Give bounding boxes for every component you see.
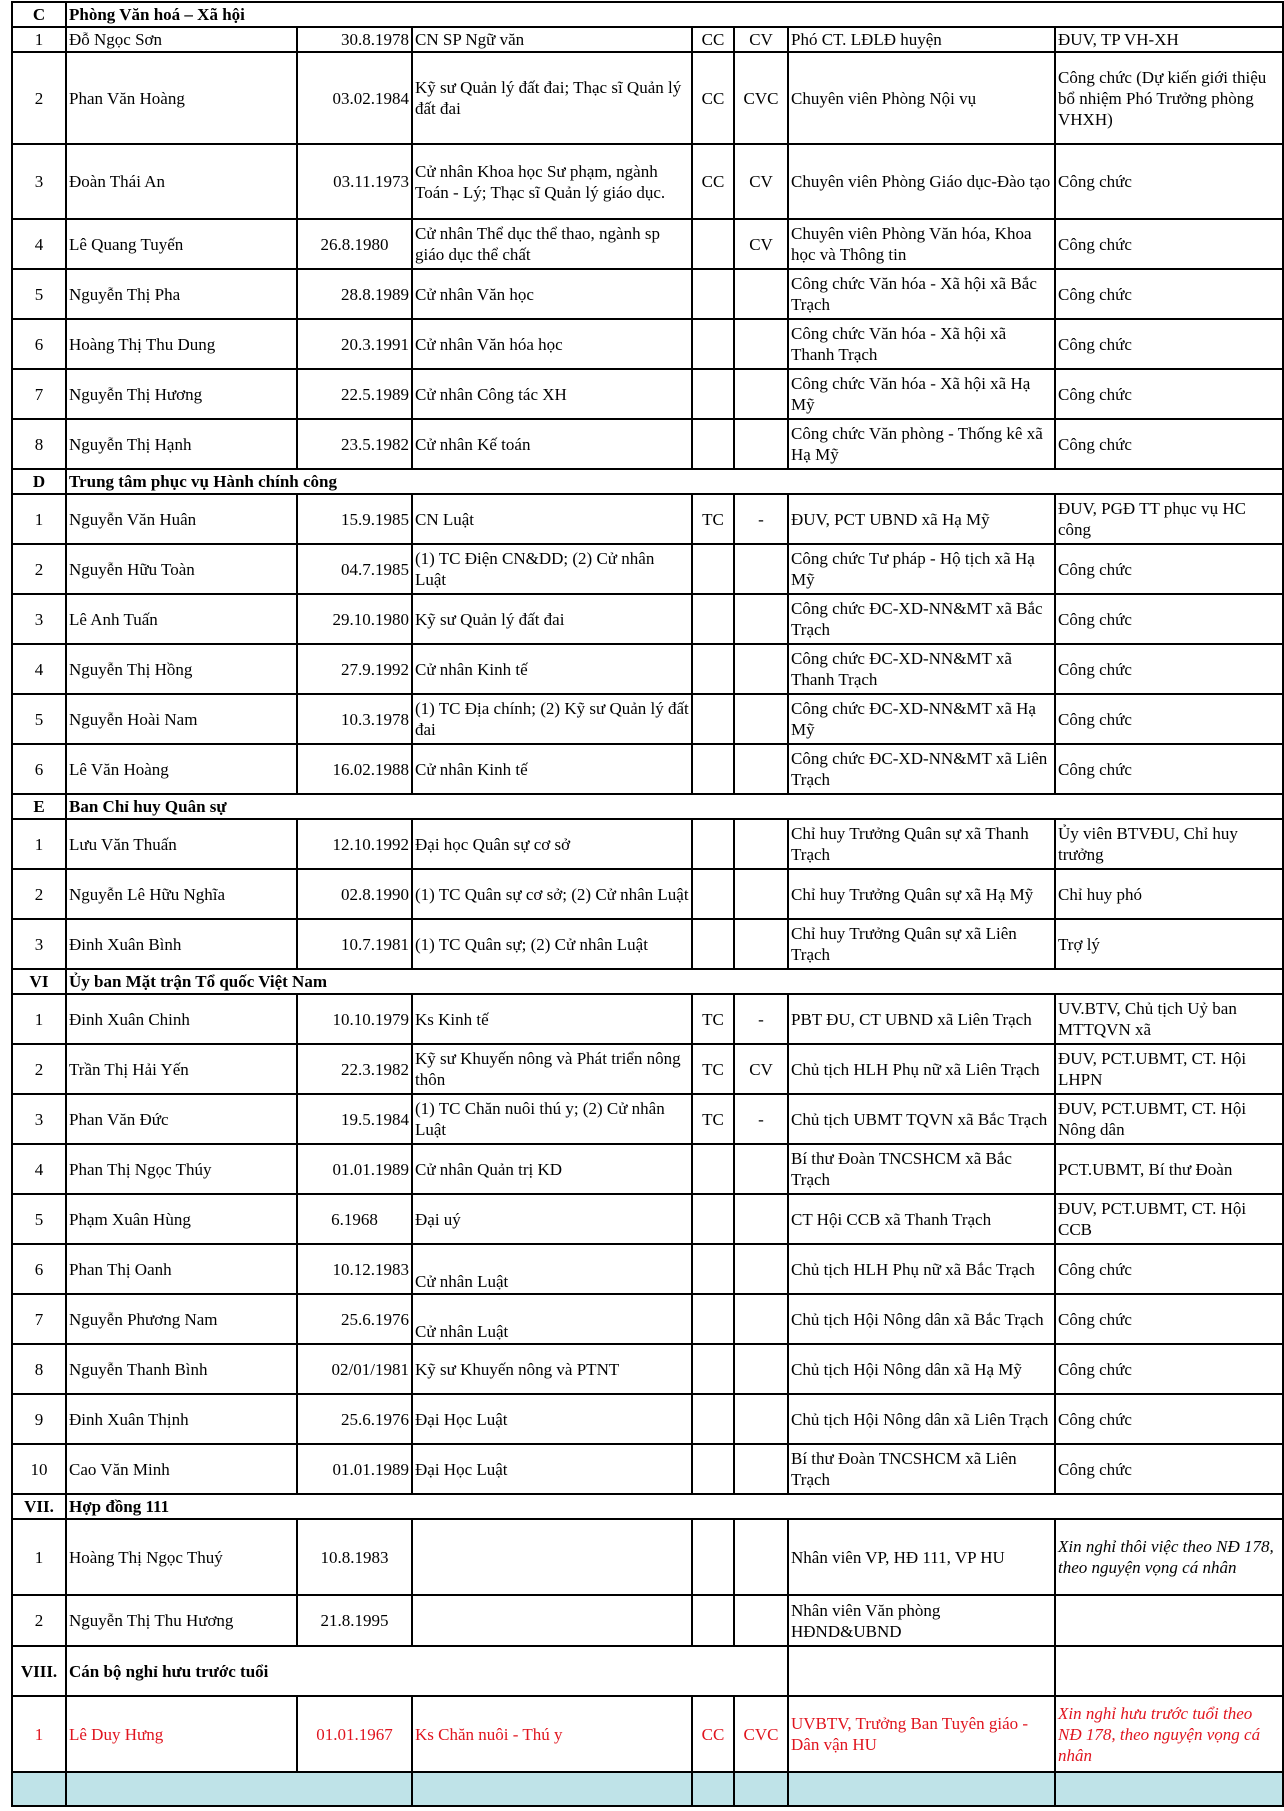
row-rank bbox=[692, 319, 734, 369]
row-position: Chỉ huy Trưởng Quân sự xã Liên Trạch bbox=[788, 919, 1055, 969]
row-stt: 1 bbox=[12, 994, 66, 1044]
row-stt: 1 bbox=[12, 1519, 66, 1595]
row-rank bbox=[692, 1444, 734, 1494]
row-dob: 21.8.1995 bbox=[297, 1595, 412, 1646]
section-code: VI bbox=[12, 969, 66, 994]
row-note: Công chức bbox=[1055, 694, 1283, 744]
table-row bbox=[12, 1294, 1283, 1344]
row-name: Phạm Xuân Hùng bbox=[66, 1194, 297, 1244]
section-title: Hợp đồng 111 bbox=[66, 1494, 1283, 1519]
row-grade: CV bbox=[734, 219, 788, 269]
row-dob: 03.02.1984 bbox=[297, 52, 412, 144]
row-rank bbox=[692, 644, 734, 694]
row-position: Công chức ĐC-XD-NN&MT xã Hạ Mỹ bbox=[788, 694, 1055, 744]
row-name: Hoàng Thị Thu Dung bbox=[66, 319, 297, 369]
row-grade bbox=[734, 1144, 788, 1194]
row-stt: 2 bbox=[12, 1595, 66, 1646]
row-degree bbox=[412, 1595, 692, 1646]
section-title: Ủy ban Mặt trận Tổ quốc Việt Nam bbox=[66, 969, 1283, 994]
row-dob: 22.3.1982 bbox=[297, 1044, 412, 1094]
row-position: CT Hội CCB xã Thanh Trạch bbox=[788, 1194, 1055, 1244]
row-dob: 25.6.1976 bbox=[297, 1294, 412, 1344]
row-name: Lê Quang Tuyến bbox=[66, 219, 297, 269]
row-rank: TC bbox=[692, 994, 734, 1044]
row-dob: 03.11.1973 bbox=[297, 144, 412, 219]
table-row bbox=[12, 1696, 1283, 1772]
row-rank bbox=[692, 544, 734, 594]
row-degree: Đại uý bbox=[412, 1194, 692, 1244]
row-stt: 2 bbox=[12, 869, 66, 919]
row-grade: - bbox=[734, 494, 788, 544]
row-name: Đinh Xuân Chinh bbox=[66, 994, 297, 1044]
row-grade: CVC bbox=[734, 52, 788, 144]
row-dob: 16.02.1988 bbox=[297, 744, 412, 794]
row-degree: Đại Học Luật bbox=[412, 1444, 692, 1494]
row-dob: 28.8.1989 bbox=[297, 269, 412, 319]
row-grade bbox=[734, 744, 788, 794]
row-name: Nguyễn Lê Hữu Nghĩa bbox=[66, 869, 297, 919]
row-position: UVBTV, Trưởng Ban Tuyên giáo - Dân vận HU bbox=[788, 1696, 1055, 1772]
section-header-vi bbox=[12, 969, 1283, 994]
row-rank bbox=[692, 419, 734, 469]
row-note: ĐUV, PCT.UBMT, CT. Hội Nông dân bbox=[1055, 1094, 1283, 1144]
row-grade: - bbox=[734, 1094, 788, 1144]
section-title: Trung tâm phục vụ Hành chính công bbox=[66, 469, 1283, 494]
row-name: Nguyễn Hoài Nam bbox=[66, 694, 297, 744]
row-name: Nguyễn Phương Nam bbox=[66, 1294, 297, 1344]
row-note: Công chức (Dự kiến giới thiệu bổ nhiệm Phó Trưởng phòng VHXH) bbox=[1055, 52, 1283, 144]
row-stt: 2 bbox=[12, 1044, 66, 1094]
table-row bbox=[12, 1595, 1283, 1646]
row-degree: Kỹ sư Quản lý đất đai bbox=[412, 594, 692, 644]
row-degree: Cử nhân Văn hóa học bbox=[412, 319, 692, 369]
row-name: Nguyễn Thị Hạnh bbox=[66, 419, 297, 469]
row-stt: 4 bbox=[12, 219, 66, 269]
row-name: Nguyễn Văn Huân bbox=[66, 494, 297, 544]
row-dob: 02/01/1981 bbox=[297, 1344, 412, 1394]
row-position: Công chức Tư pháp - Hộ tịch xã Hạ Mỹ bbox=[788, 544, 1055, 594]
row-position: Công chức ĐC-XD-NN&MT xã Thanh Trạch bbox=[788, 644, 1055, 694]
row-note: Công chức bbox=[1055, 744, 1283, 794]
table-row bbox=[12, 1194, 1283, 1244]
row-stt: 6 bbox=[12, 1244, 66, 1294]
row-stt: 8 bbox=[12, 419, 66, 469]
row-note: Công chức bbox=[1055, 369, 1283, 419]
table-row bbox=[12, 52, 1283, 144]
section-header-d bbox=[12, 469, 1283, 494]
row-grade: - bbox=[734, 994, 788, 1044]
row-note: Công chức bbox=[1055, 1394, 1283, 1444]
row-name: Lê Văn Hoàng bbox=[66, 744, 297, 794]
section-code: VII. bbox=[12, 1494, 66, 1519]
row-name: Nguyễn Thanh Bình bbox=[66, 1344, 297, 1394]
row-degree bbox=[412, 1519, 692, 1595]
table-row bbox=[12, 1094, 1283, 1144]
row-note: Ủy viên BTVĐU, Chỉ huy trưởng bbox=[1055, 819, 1283, 869]
section-code: E bbox=[12, 794, 66, 819]
row-grade bbox=[734, 269, 788, 319]
table-row bbox=[12, 269, 1283, 319]
row-name: Lưu Văn Thuấn bbox=[66, 819, 297, 869]
row-name: Trần Thị Hải Yến bbox=[66, 1044, 297, 1094]
row-degree: Cử nhân Kế toán bbox=[412, 419, 692, 469]
row-grade bbox=[734, 369, 788, 419]
row-dob: 12.10.1992 bbox=[297, 819, 412, 869]
row-grade bbox=[734, 644, 788, 694]
row-name: Nguyễn Hữu Toàn bbox=[66, 544, 297, 594]
row-note: ĐUV, PGĐ TT phục vụ HC công bbox=[1055, 494, 1283, 544]
row-stt: 6 bbox=[12, 744, 66, 794]
row-position: Chỉ huy Trưởng Quân sự xã Hạ Mỹ bbox=[788, 869, 1055, 919]
table-row bbox=[12, 694, 1283, 744]
row-degree: Cử nhân Khoa học Sư phạm, ngành Toán - Lý; Thạc sĩ Quản lý giáo dục. bbox=[412, 144, 692, 219]
row-position: Công chức Văn hóa - Xã hội xã Thanh Trạch bbox=[788, 319, 1055, 369]
row-grade: CVC bbox=[734, 1696, 788, 1772]
summary-row-partial bbox=[12, 1772, 1283, 1806]
row-name: Phan Thị Oanh bbox=[66, 1244, 297, 1294]
row-dob: 20.3.1991 bbox=[297, 319, 412, 369]
row-name: Phan Văn Đức bbox=[66, 1094, 297, 1144]
table-row bbox=[12, 1394, 1283, 1444]
row-rank: CC bbox=[692, 1696, 734, 1772]
row-name: Đinh Xuân Bình bbox=[66, 919, 297, 969]
row-position: Nhân viên Văn phòng HĐND&UBND bbox=[788, 1595, 1055, 1646]
row-note: Công chức bbox=[1055, 219, 1283, 269]
row-stt: 8 bbox=[12, 1344, 66, 1394]
row-stt: 3 bbox=[12, 919, 66, 969]
row-position: Chuyên viên Phòng Văn hóa, Khoa học và Thông tin bbox=[788, 219, 1055, 269]
table-row bbox=[12, 144, 1283, 219]
table-row bbox=[12, 994, 1283, 1044]
row-position: Công chức Văn phòng - Thống kê xã Hạ Mỹ bbox=[788, 419, 1055, 469]
row-degree: Cử nhân Văn học bbox=[412, 269, 692, 319]
empty-cell bbox=[1055, 1772, 1283, 1806]
empty-cell bbox=[12, 1772, 66, 1806]
row-dob: 25.6.1976 bbox=[297, 1394, 412, 1444]
row-name: Lê Duy Hưng bbox=[66, 1696, 297, 1772]
row-degree: (1) TC Quân sự; (2) Cử nhân Luật bbox=[412, 919, 692, 969]
row-dob: 30.8.1978 bbox=[297, 27, 412, 52]
row-dob: 10.3.1978 bbox=[297, 694, 412, 744]
row-stt: 5 bbox=[12, 269, 66, 319]
row-stt: 1 bbox=[12, 494, 66, 544]
row-stt: 3 bbox=[12, 1094, 66, 1144]
row-degree: Kỹ sư Quản lý đất đai; Thạc sĩ Quản lý đất đai bbox=[412, 52, 692, 144]
row-stt: 3 bbox=[12, 594, 66, 644]
row-note: PCT.UBMT, Bí thư Đoàn bbox=[1055, 1144, 1283, 1194]
section-code: D bbox=[12, 469, 66, 494]
row-degree: Cử nhân Luật bbox=[412, 1294, 692, 1344]
row-dob: 02.8.1990 bbox=[297, 869, 412, 919]
row-name: Nguyễn Thị Pha bbox=[66, 269, 297, 319]
row-rank bbox=[692, 369, 734, 419]
table-row bbox=[12, 1044, 1283, 1094]
row-position: Chuyên viên Phòng Nội vụ bbox=[788, 52, 1055, 144]
row-name: Cao Văn Minh bbox=[66, 1444, 297, 1494]
row-name: Đinh Xuân Thịnh bbox=[66, 1394, 297, 1444]
empty-cell bbox=[692, 1772, 734, 1806]
row-note bbox=[1055, 1595, 1283, 1646]
row-dob: 01.01.1989 bbox=[297, 1444, 412, 1494]
row-dob: 29.10.1980 bbox=[297, 594, 412, 644]
row-rank bbox=[692, 1344, 734, 1394]
row-note: Công chức bbox=[1055, 419, 1283, 469]
row-stt: 5 bbox=[12, 1194, 66, 1244]
row-position: Chủ tịch HLH Phụ nữ xã Liên Trạch bbox=[788, 1044, 1055, 1094]
table-row bbox=[12, 1444, 1283, 1494]
row-rank: TC bbox=[692, 1044, 734, 1094]
table-row bbox=[12, 369, 1283, 419]
row-degree: Cử nhân Công tác XH bbox=[412, 369, 692, 419]
row-note: ĐUV, PCT.UBMT, CT. Hội LHPN bbox=[1055, 1044, 1283, 1094]
row-note: Công chức bbox=[1055, 544, 1283, 594]
row-note: ĐUV, PCT.UBMT, CT. Hội CCB bbox=[1055, 1194, 1283, 1244]
row-grade bbox=[734, 544, 788, 594]
row-degree: Cử nhân Kinh tế bbox=[412, 744, 692, 794]
row-rank bbox=[692, 1294, 734, 1344]
row-position: Phó CT. LĐLĐ huyện bbox=[788, 27, 1055, 52]
row-grade bbox=[734, 1595, 788, 1646]
row-name: Lê Anh Tuấn bbox=[66, 594, 297, 644]
row-name: Đoàn Thái An bbox=[66, 144, 297, 219]
row-position: Chỉ huy Trưởng Quân sự xã Thanh Trạch bbox=[788, 819, 1055, 869]
table-row bbox=[12, 869, 1283, 919]
row-stt: 3 bbox=[12, 144, 66, 219]
row-rank bbox=[692, 1194, 734, 1244]
row-degree: Cử nhân Luật bbox=[412, 1244, 692, 1294]
row-stt: 6 bbox=[12, 319, 66, 369]
section-header-c bbox=[12, 2, 1283, 27]
row-position: Chủ tịch HLH Phụ nữ xã Bắc Trạch bbox=[788, 1244, 1055, 1294]
row-dob: 04.7.1985 bbox=[297, 544, 412, 594]
row-rank: CC bbox=[692, 27, 734, 52]
row-stt: 1 bbox=[12, 819, 66, 869]
row-name: Nguyễn Thị Hồng bbox=[66, 644, 297, 694]
row-dob: 19.5.1984 bbox=[297, 1094, 412, 1144]
row-note: Công chức bbox=[1055, 594, 1283, 644]
row-rank bbox=[692, 869, 734, 919]
row-degree: (1) TC Chăn nuôi thú y; (2) Cử nhân Luật bbox=[412, 1094, 692, 1144]
row-stt: 4 bbox=[12, 1144, 66, 1194]
row-name: Nguyễn Thị Thu Hương bbox=[66, 1595, 297, 1646]
row-grade: CV bbox=[734, 144, 788, 219]
row-grade: CV bbox=[734, 27, 788, 52]
row-position: Bí thư Đoàn TNCSHCM xã Liên Trạch bbox=[788, 1444, 1055, 1494]
section-title: Phòng Văn hoá – Xã hội bbox=[66, 2, 1283, 27]
section-header-e bbox=[12, 794, 1283, 819]
row-dob: 22.5.1989 bbox=[297, 369, 412, 419]
row-stt: 9 bbox=[12, 1394, 66, 1444]
row-degree: Cử nhân Quản trị KD bbox=[412, 1144, 692, 1194]
table-row bbox=[12, 1244, 1283, 1294]
row-position: Chuyên viên Phòng Giáo dục-Đào tạo bbox=[788, 144, 1055, 219]
table-row bbox=[12, 544, 1283, 594]
row-grade bbox=[734, 1444, 788, 1494]
row-name: Đỗ Ngọc Sơn bbox=[66, 27, 297, 52]
row-rank bbox=[692, 269, 734, 319]
row-position: Công chức Văn hóa - Xã hội xã Hạ Mỹ bbox=[788, 369, 1055, 419]
row-dob: 26.8.1980 bbox=[297, 219, 412, 269]
row-grade bbox=[734, 1344, 788, 1394]
empty-cell bbox=[788, 1646, 1055, 1696]
table-row bbox=[12, 1144, 1283, 1194]
row-degree: (1) TC Quân sự cơ sở; (2) Cử nhân Luật bbox=[412, 869, 692, 919]
row-dob: 27.9.1992 bbox=[297, 644, 412, 694]
row-stt: 2 bbox=[12, 52, 66, 144]
row-note: Công chức bbox=[1055, 144, 1283, 219]
row-position: Chủ tịch Hội Nông dân xã Liên Trạch bbox=[788, 1394, 1055, 1444]
row-name: Hoàng Thị Ngọc Thuý bbox=[66, 1519, 297, 1595]
row-grade bbox=[734, 694, 788, 744]
row-dob: 10.12.1983 bbox=[297, 1244, 412, 1294]
row-grade: CV bbox=[734, 1044, 788, 1094]
row-stt: 10 bbox=[12, 1444, 66, 1494]
row-note: Xin nghỉ hưu trước tuổi theo NĐ 178, theo nguyện vọng cá nhân bbox=[1055, 1696, 1283, 1772]
row-grade bbox=[734, 819, 788, 869]
row-degree: Đại học Quân sự cơ sở bbox=[412, 819, 692, 869]
row-grade bbox=[734, 1244, 788, 1294]
section-header-viii bbox=[12, 1646, 1283, 1696]
table-row bbox=[12, 27, 1283, 52]
row-rank: TC bbox=[692, 1094, 734, 1144]
table-row bbox=[12, 919, 1283, 969]
row-note: Trợ lý bbox=[1055, 919, 1283, 969]
row-stt: 7 bbox=[12, 369, 66, 419]
row-position: Chủ tịch Hội Nông dân xã Hạ Mỹ bbox=[788, 1344, 1055, 1394]
row-position: PBT ĐU, CT UBND xã Liên Trạch bbox=[788, 994, 1055, 1044]
row-degree: Ks Chăn nuôi - Thú y bbox=[412, 1696, 692, 1772]
row-note: Công chức bbox=[1055, 269, 1283, 319]
row-note: Công chức bbox=[1055, 1294, 1283, 1344]
row-name: Phan Thị Ngọc Thúy bbox=[66, 1144, 297, 1194]
row-grade bbox=[734, 869, 788, 919]
row-note: ĐUV, TP VH-XH bbox=[1055, 27, 1283, 52]
row-position: Công chức ĐC-XD-NN&MT xã Liên Trạch bbox=[788, 744, 1055, 794]
row-grade bbox=[734, 1194, 788, 1244]
empty-cell bbox=[788, 1772, 1055, 1806]
row-rank bbox=[692, 819, 734, 869]
row-degree: (1) TC Điện CN&DD; (2) Cử nhân Luật bbox=[412, 544, 692, 594]
row-rank bbox=[692, 1244, 734, 1294]
row-degree: Cử nhân Kinh tế bbox=[412, 644, 692, 694]
personnel-table bbox=[11, 1, 1284, 1807]
row-stt: 7 bbox=[12, 1294, 66, 1344]
row-grade bbox=[734, 1394, 788, 1444]
section-title: Ban Chỉ huy Quân sự bbox=[66, 794, 1283, 819]
row-rank: TC bbox=[692, 494, 734, 544]
table-row bbox=[12, 819, 1283, 869]
row-position: ĐUV, PCT UBND xã Hạ Mỹ bbox=[788, 494, 1055, 544]
table-row bbox=[12, 1344, 1283, 1394]
empty-cell bbox=[734, 1772, 788, 1806]
row-degree: CN Luật bbox=[412, 494, 692, 544]
section-code: C bbox=[12, 2, 66, 27]
row-name: Phan Văn Hoàng bbox=[66, 52, 297, 144]
row-degree: (1) TC Địa chính; (2) Kỹ sư Quản lý đất đai bbox=[412, 694, 692, 744]
table-row bbox=[12, 494, 1283, 544]
row-degree: Ks Kinh tế bbox=[412, 994, 692, 1044]
row-degree: Kỹ sư Khuyến nông và PTNT bbox=[412, 1344, 692, 1394]
row-note: Xin nghỉ thôi việc theo NĐ 178, theo nguyện vọng cá nhân bbox=[1055, 1519, 1283, 1595]
row-dob: 23.5.1982 bbox=[297, 419, 412, 469]
row-grade bbox=[734, 319, 788, 369]
row-dob: 10.7.1981 bbox=[297, 919, 412, 969]
row-position: Bí thư Đoàn TNCSHCM xã Bắc Trạch bbox=[788, 1144, 1055, 1194]
row-stt: 2 bbox=[12, 544, 66, 594]
row-note: Công chức bbox=[1055, 644, 1283, 694]
row-grade bbox=[734, 1519, 788, 1595]
row-degree: CN SP Ngữ văn bbox=[412, 27, 692, 52]
row-position: Công chức ĐC-XD-NN&MT xã Bắc Trạch bbox=[788, 594, 1055, 644]
row-stt: 1 bbox=[12, 1696, 66, 1772]
row-grade bbox=[734, 419, 788, 469]
row-note: UV.BTV, Chủ tịch Uỷ ban MTTQVN xã bbox=[1055, 994, 1283, 1044]
row-stt: 4 bbox=[12, 644, 66, 694]
row-dob: 15.9.1985 bbox=[297, 494, 412, 544]
table-row bbox=[12, 319, 1283, 369]
row-rank: CC bbox=[692, 144, 734, 219]
row-grade bbox=[734, 594, 788, 644]
row-rank bbox=[692, 219, 734, 269]
table-row bbox=[12, 744, 1283, 794]
table-row bbox=[12, 594, 1283, 644]
table-row bbox=[12, 644, 1283, 694]
row-note: Công chức bbox=[1055, 319, 1283, 369]
row-degree: Kỹ sư Khuyến nông và Phát triển nông thôn bbox=[412, 1044, 692, 1094]
row-position: Chủ tịch Hội Nông dân xã Bắc Trạch bbox=[788, 1294, 1055, 1344]
row-dob: 01.01.1989 bbox=[297, 1144, 412, 1194]
row-grade bbox=[734, 1294, 788, 1344]
section-header-vii bbox=[12, 1494, 1283, 1519]
row-dob: 10.10.1979 bbox=[297, 994, 412, 1044]
table-row bbox=[12, 1519, 1283, 1595]
row-note: Công chức bbox=[1055, 1444, 1283, 1494]
empty-cell bbox=[66, 1772, 412, 1806]
row-note: Công chức bbox=[1055, 1344, 1283, 1394]
row-rank bbox=[692, 1595, 734, 1646]
row-dob: 01.01.1967 bbox=[297, 1696, 412, 1772]
row-note: Chỉ huy phó bbox=[1055, 869, 1283, 919]
row-dob: 6.1968 bbox=[297, 1194, 412, 1244]
row-position: Chủ tịch UBMT TQVN xã Bắc Trạch bbox=[788, 1094, 1055, 1144]
table-row bbox=[12, 419, 1283, 469]
row-rank bbox=[692, 1144, 734, 1194]
row-degree: Cử nhân Thể dục thể thao, ngành sp giáo dục thể chất bbox=[412, 219, 692, 269]
row-rank bbox=[692, 594, 734, 644]
row-stt: 5 bbox=[12, 694, 66, 744]
empty-cell bbox=[412, 1772, 692, 1806]
table-row bbox=[12, 219, 1283, 269]
row-degree: Đại Học Luật bbox=[412, 1394, 692, 1444]
empty-cell bbox=[1055, 1646, 1283, 1696]
row-position: Nhân viên VP, HĐ 111, VP HU bbox=[788, 1519, 1055, 1595]
row-rank bbox=[692, 694, 734, 744]
section-code: VIII. bbox=[12, 1646, 66, 1696]
row-name: Nguyễn Thị Hương bbox=[66, 369, 297, 419]
row-grade bbox=[734, 919, 788, 969]
row-rank: CC bbox=[692, 52, 734, 144]
row-position: Công chức Văn hóa - Xã hội xã Bắc Trạch bbox=[788, 269, 1055, 319]
section-title: Cán bộ nghỉ hưu trước tuổi bbox=[66, 1646, 788, 1696]
row-rank bbox=[692, 1519, 734, 1595]
row-stt: 1 bbox=[12, 27, 66, 52]
row-rank bbox=[692, 744, 734, 794]
row-rank bbox=[692, 1394, 734, 1444]
row-note: Công chức bbox=[1055, 1244, 1283, 1294]
row-dob: 10.8.1983 bbox=[297, 1519, 412, 1595]
row-rank bbox=[692, 919, 734, 969]
